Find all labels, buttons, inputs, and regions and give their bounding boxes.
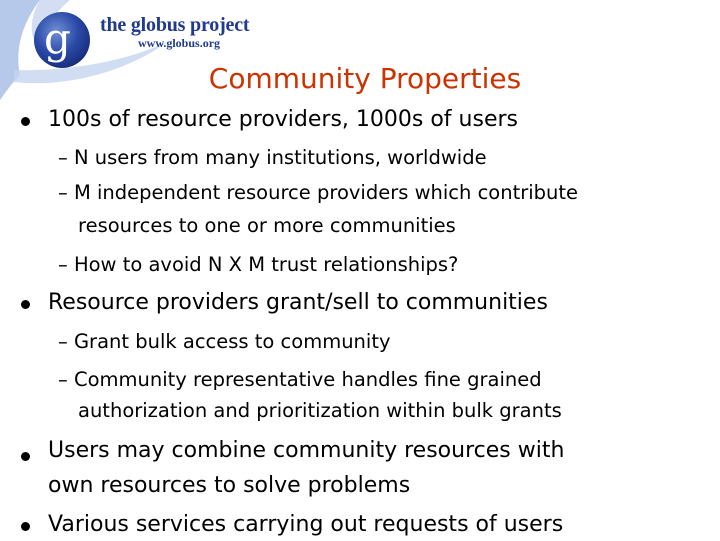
bullet-2-text: Resource providers grant/sell to communities <box>48 290 548 315</box>
bullet-icon <box>21 300 30 309</box>
bullet-icon <box>21 452 30 461</box>
slide-title: Community Properties <box>208 62 522 95</box>
bullet-icon <box>21 522 30 531</box>
bullet-3-text: Users may combine community resources with <box>48 438 565 463</box>
sub-bullet-1-2-cont: resources to one or more communities <box>78 214 456 237</box>
bullet-1-text: 100s of resource providers, 1000s of users <box>48 107 518 132</box>
logo-url: www.globus.org <box>138 36 221 50</box>
bullet-icon <box>21 117 30 126</box>
bullet-4-text: Various services carrying out requests of users <box>48 512 564 537</box>
bullet-3-text-cont: own resources to solve problems <box>48 473 411 498</box>
sub-bullet-2-2-cont: authorization and prioritization within bulk grants <box>78 399 562 422</box>
logo-name: the globus project <box>100 14 250 36</box>
sub-bullet-2-1: – Grant bulk access to community <box>58 330 391 353</box>
sub-bullet-1-3: – How to avoid N X M trust relationships? <box>58 253 459 276</box>
sub-bullet-1-1: – N users from many institutions, worldwide <box>58 146 487 169</box>
sub-bullet-1-2: – M independent resource providers which contribute <box>58 181 579 204</box>
sub-bullet-2-2: – Community representative handles fine grained <box>58 368 542 391</box>
logo-letter: g <box>44 14 71 63</box>
